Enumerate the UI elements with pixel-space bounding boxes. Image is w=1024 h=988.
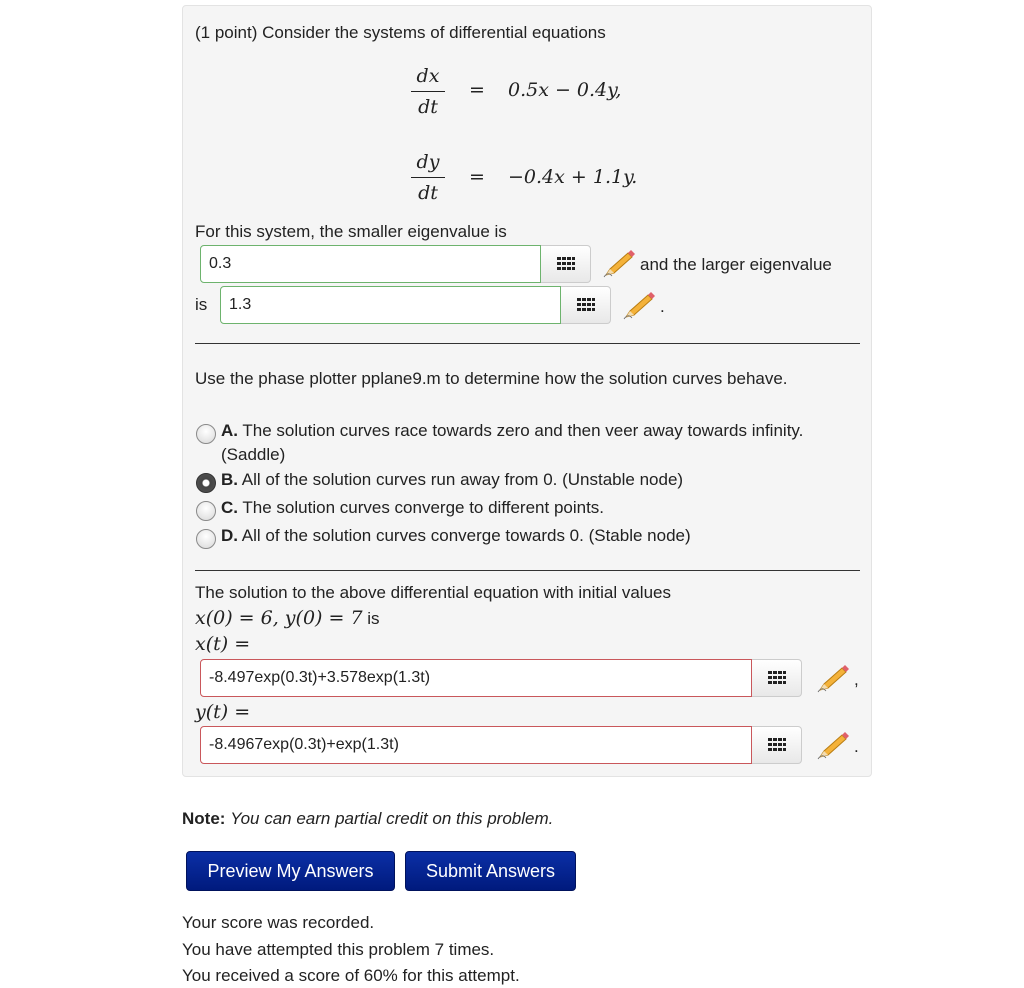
initial-values-suffix: is: [367, 609, 380, 628]
option-d-label[interactable]: [221, 524, 811, 548]
eigen-end-punct: .: [660, 297, 665, 316]
option-c-letter: C.: [221, 498, 238, 517]
option-b-text: All of the solution curves run away from 0. (Unstable node): [238, 470, 684, 489]
equation-1-lhs: [411, 64, 445, 119]
grid-icon: [768, 738, 786, 752]
partial-credit-note: [182, 809, 553, 829]
submit-answers-button[interactable]: Submit Answers: [405, 851, 576, 891]
equation-2-lhs: [411, 150, 445, 205]
y-punct: .: [854, 737, 859, 756]
option-d-radio[interactable]: [196, 529, 216, 549]
note-text: You can earn partial credit on this problem.: [230, 809, 554, 828]
status-attempts: You have attempted this problem 7 times.: [182, 940, 495, 959]
option-c-radio[interactable]: [196, 501, 216, 521]
equation-2-equals: =: [469, 166, 485, 188]
divider: [195, 570, 860, 571]
x-label: x(t) =: [195, 633, 251, 655]
grid-icon: [577, 298, 595, 312]
pencil-icon[interactable]: [602, 249, 636, 279]
option-a-radio[interactable]: [196, 424, 216, 444]
divider: [195, 343, 860, 344]
option-d-letter: D.: [221, 526, 238, 545]
equation-editor-button[interactable]: [752, 659, 802, 697]
phase-prompt: Use the phase plotter pplane9.m to determine how the solution curves behave.: [195, 369, 788, 388]
option-a-letter: A.: [221, 421, 238, 440]
grid-icon: [768, 671, 786, 685]
equation-1-denominator: dt: [418, 96, 438, 118]
fraction-bar: [411, 177, 445, 178]
eigen-is-label: is: [195, 295, 208, 314]
larger-eigenvalue-field: [220, 286, 611, 324]
option-a-label[interactable]: [221, 419, 811, 467]
y-solution-input[interactable]: [200, 726, 752, 764]
x-solution-input[interactable]: [200, 659, 752, 697]
status-recorded: Your score was recorded.: [182, 913, 375, 932]
preview-answers-button[interactable]: Preview My Answers: [186, 851, 395, 891]
option-b-letter: B.: [221, 470, 238, 489]
option-a-text: The solution curves race towards zero and then veer away towards infinity. (Saddle): [221, 421, 804, 464]
equation-editor-button[interactable]: [541, 245, 591, 283]
eigen-prompt: For this system, the smaller eigenvalue is: [195, 222, 507, 241]
smaller-eigenvalue-field: [200, 245, 591, 283]
equation-editor-button[interactable]: [561, 286, 611, 324]
initial-values-math: x(0) = 6, y(0) = 7: [195, 607, 363, 629]
larger-eigenvalue-input[interactable]: [220, 286, 561, 324]
option-c-text: The solution curves converge to different points.: [238, 498, 605, 517]
option-b-radio[interactable]: [196, 473, 216, 493]
y-solution-field: [200, 726, 802, 764]
option-d-text: All of the solution curves converge towards 0. (Stable node): [238, 526, 691, 545]
equation-2-numerator: dy: [416, 151, 440, 173]
initial-values: [195, 608, 380, 629]
status-score: You received a score of 60% for this attempt.: [182, 966, 520, 985]
grid-icon: [557, 257, 575, 271]
option-b-label[interactable]: [221, 468, 811, 492]
equation-1-equals: =: [469, 79, 485, 101]
equation-2-denominator: dt: [418, 182, 438, 204]
smaller-eigenvalue-input[interactable]: [200, 245, 541, 283]
note-label: Note:: [182, 809, 226, 828]
solution-prompt: The solution to the above differential equation with initial values: [195, 583, 671, 602]
pencil-icon[interactable]: [816, 731, 850, 761]
pencil-icon[interactable]: [622, 291, 656, 321]
fraction-bar: [411, 91, 445, 92]
equation-editor-button[interactable]: [752, 726, 802, 764]
option-c-label[interactable]: [221, 496, 811, 520]
equation-1-rhs: 0.5x − 0.4y,: [508, 79, 622, 101]
problem-panel: [182, 5, 872, 777]
eigen-mid-text: and the larger eigenvalue: [640, 255, 832, 274]
equation-2-rhs: −0.4x + 1.1y.: [508, 166, 638, 188]
equation-1-numerator: dx: [416, 65, 440, 87]
y-label: y(t) =: [195, 701, 251, 723]
x-solution-field: [200, 659, 802, 697]
pencil-icon[interactable]: [816, 664, 850, 694]
problem-intro: (1 point) Consider the systems of differential equations: [195, 23, 606, 42]
x-punct: ,: [854, 670, 859, 689]
